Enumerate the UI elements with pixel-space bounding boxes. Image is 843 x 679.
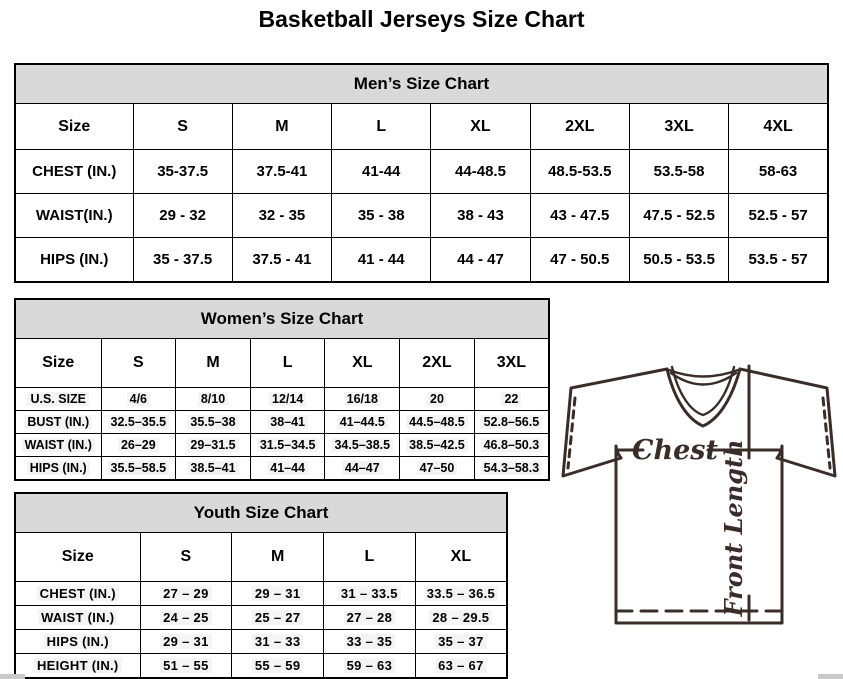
row-label xyxy=(15,388,101,411)
table-cell xyxy=(176,388,251,411)
jersey-back-collar-arc-1 xyxy=(669,370,738,377)
table-cell xyxy=(400,457,475,481)
row-label-text: BUST (IN.) xyxy=(24,415,92,429)
cell-value: 44–47 xyxy=(342,461,383,475)
section-header: Men’s Size Chart xyxy=(15,64,828,104)
table-row xyxy=(15,150,828,194)
cell-value: 51 – 55 xyxy=(160,658,211,673)
table-cell xyxy=(629,150,728,194)
table-cell xyxy=(232,582,324,606)
table-cell xyxy=(474,434,549,457)
table-cell xyxy=(176,411,251,434)
table-row xyxy=(15,388,549,411)
cell-value: 54.3–58.3 xyxy=(481,461,543,475)
section-header-row xyxy=(15,64,828,104)
cell-value: 46.8–50.3 xyxy=(481,438,543,452)
table-body xyxy=(15,388,549,481)
table-cell xyxy=(250,411,325,434)
size-col-header: 4XL xyxy=(729,104,828,150)
table-row xyxy=(15,411,549,434)
mens-size-chart-table xyxy=(14,63,829,283)
table-row xyxy=(15,238,828,283)
table-cell xyxy=(232,630,324,654)
cell-value: 41 - 44 xyxy=(357,251,405,268)
section-header: Women’s Size Chart xyxy=(15,299,549,339)
table-row xyxy=(15,457,549,481)
row-label-text: HIPS (IN.) xyxy=(27,461,90,475)
row-label xyxy=(15,238,133,283)
section-header: Youth Size Chart xyxy=(15,493,507,533)
table-cell xyxy=(629,194,728,238)
table-cell xyxy=(325,388,400,411)
cell-value: 50.5 - 53.5 xyxy=(643,251,715,268)
table-body xyxy=(15,150,828,283)
row-label-text: HIPS (IN.) xyxy=(44,634,112,649)
table-cell xyxy=(250,434,325,457)
row-label-text: WAIST(IN.) xyxy=(35,207,113,224)
cell-value: 44.5–48.5 xyxy=(406,415,468,429)
row-label-text: WAIST (IN.) xyxy=(22,438,95,452)
table-cell xyxy=(232,606,324,630)
cell-value: 53.5-58 xyxy=(653,163,705,180)
table-cell xyxy=(232,654,324,679)
cell-value: 44 - 47 xyxy=(457,251,504,268)
cell-value: 31 – 33.5 xyxy=(338,586,401,601)
cell-value: 31.5–34.5 xyxy=(257,438,319,452)
cell-value: 37.5-41 xyxy=(256,163,308,180)
cell-value: 31 – 33 xyxy=(252,634,303,649)
table-cell xyxy=(325,434,400,457)
cell-value: 38.5–41 xyxy=(187,461,238,475)
chest-label: Chest xyxy=(632,435,718,466)
row-label xyxy=(15,411,101,434)
table-cell xyxy=(101,411,176,434)
youth-size-chart-table xyxy=(14,492,508,679)
cell-value: 25 – 27 xyxy=(252,610,303,625)
size-col-header: 3XL xyxy=(629,104,728,150)
cell-value: 38 - 43 xyxy=(457,207,504,224)
table-cell xyxy=(530,150,629,194)
size-col-header: XL xyxy=(431,104,530,150)
size-header-row xyxy=(15,104,828,150)
cell-value: 27 – 29 xyxy=(160,586,211,601)
cell-value: 12/14 xyxy=(269,392,306,406)
table-row xyxy=(15,654,507,679)
table-cell xyxy=(530,194,629,238)
size-col-header: S xyxy=(133,104,232,150)
size-col-header: XL xyxy=(325,339,400,388)
cell-value: 38.5–42.5 xyxy=(406,438,468,452)
cell-value: 35.5–38 xyxy=(187,415,238,429)
size-col-header: 2XL xyxy=(400,339,475,388)
table-cell xyxy=(250,457,325,481)
cell-value: 29–31.5 xyxy=(187,438,238,452)
cell-value: 59 – 63 xyxy=(344,658,395,673)
size-label: Size xyxy=(15,104,133,150)
size-col-header: L xyxy=(250,339,325,388)
front-length-label: Front Length xyxy=(719,439,748,617)
cell-value: 32 - 35 xyxy=(258,207,306,224)
table-cell xyxy=(140,582,232,606)
cell-value: 29 - 32 xyxy=(159,207,206,224)
cell-value: 41–44 xyxy=(267,461,308,475)
table-cell xyxy=(324,582,416,606)
cell-value: 52.5 - 57 xyxy=(748,207,808,224)
table-cell xyxy=(332,150,431,194)
cell-value: 47–50 xyxy=(417,461,458,475)
cell-value: 26–29 xyxy=(118,438,159,452)
cell-value: 41-44 xyxy=(362,163,401,180)
size-col-header: XL xyxy=(415,533,507,582)
row-label xyxy=(15,434,101,457)
row-label xyxy=(15,606,140,630)
size-col-header: 3XL xyxy=(474,339,549,388)
table-cell xyxy=(474,388,549,411)
cell-value: 37.5 - 41 xyxy=(252,251,312,268)
cell-value: 24 – 25 xyxy=(160,610,211,625)
row-label-text: CHEST (IN.) xyxy=(37,586,119,601)
cell-value: 41–44.5 xyxy=(337,415,388,429)
cell-value: 33 – 35 xyxy=(344,634,395,649)
row-label-text: WAIST (IN.) xyxy=(38,610,117,625)
row-label xyxy=(15,582,140,606)
row-label xyxy=(15,194,133,238)
cell-value: 29 – 31 xyxy=(160,634,211,649)
table-cell xyxy=(474,457,549,481)
cell-value: 22 xyxy=(501,392,521,406)
size-col-header: M xyxy=(232,104,331,150)
table-cell xyxy=(232,238,331,283)
cell-value: 16/18 xyxy=(344,392,381,406)
horizontal-scrollbar-thumb[interactable] xyxy=(0,674,25,679)
table-cell xyxy=(176,457,251,481)
cell-value: 35 – 37 xyxy=(435,634,486,649)
cell-value: 8/10 xyxy=(198,392,228,406)
jersey-right-shoulder-line xyxy=(740,369,835,476)
table-cell xyxy=(325,457,400,481)
jersey-diagram-svg xyxy=(558,358,842,630)
section-header-row xyxy=(15,493,507,533)
table-cell xyxy=(140,630,232,654)
table-cell xyxy=(133,150,232,194)
table-body xyxy=(15,582,507,679)
size-label: Size xyxy=(15,533,140,582)
cell-value: 29 – 31 xyxy=(252,586,303,601)
table-cell xyxy=(324,606,416,630)
table-cell xyxy=(431,194,530,238)
row-label-text: U.S. SIZE xyxy=(27,392,89,406)
table-cell xyxy=(400,434,475,457)
size-col-header: L xyxy=(324,533,416,582)
size-label: Size xyxy=(15,339,101,388)
table-row xyxy=(15,582,507,606)
table-cell xyxy=(729,150,828,194)
row-label-text: HIPS (IN.) xyxy=(40,251,109,268)
table-cell xyxy=(415,630,507,654)
table-cell xyxy=(332,238,431,283)
cell-value: 43 - 47.5 xyxy=(550,207,610,224)
cell-value: 35 - 38 xyxy=(357,207,405,224)
table-cell xyxy=(133,194,232,238)
cell-value: 38–41 xyxy=(267,415,308,429)
cell-value: 35.5–58.5 xyxy=(108,461,170,475)
size-col-header: M xyxy=(176,339,251,388)
size-col-header: M xyxy=(232,533,324,582)
table-cell xyxy=(140,606,232,630)
table-cell xyxy=(101,457,176,481)
size-col-header: 2XL xyxy=(530,104,629,150)
cell-value: 35 - 37.5 xyxy=(153,251,213,268)
table-cell xyxy=(415,582,507,606)
table-cell xyxy=(431,150,530,194)
cell-value: 58-63 xyxy=(758,163,798,180)
cell-value: 55 – 59 xyxy=(252,658,303,673)
table-cell xyxy=(474,411,549,434)
table-row xyxy=(15,630,507,654)
table-cell xyxy=(415,606,507,630)
table-cell xyxy=(400,388,475,411)
row-label xyxy=(15,630,140,654)
table-cell xyxy=(729,238,828,283)
cell-value: 34.5–38.5 xyxy=(331,438,393,452)
size-header-row xyxy=(15,533,507,582)
table-cell xyxy=(530,238,629,283)
table-cell xyxy=(431,238,530,283)
cell-value: 53.5 - 57 xyxy=(748,251,808,268)
table-cell xyxy=(325,411,400,434)
cell-value: 63 – 67 xyxy=(435,658,486,673)
row-label-text: HEIGHT (IN.) xyxy=(34,658,122,673)
table-cell xyxy=(232,150,331,194)
table-cell xyxy=(324,654,416,679)
table-cell xyxy=(140,654,232,679)
section-header-row xyxy=(15,299,549,339)
page-title: Basketball Jerseys Size Chart xyxy=(258,6,585,32)
table-cell xyxy=(400,411,475,434)
cell-value: 44-48.5 xyxy=(455,163,506,180)
size-col-header: S xyxy=(101,339,176,388)
table-cell xyxy=(101,388,176,411)
table-cell xyxy=(101,434,176,457)
cell-value: 48.5-53.5 xyxy=(548,163,612,180)
cell-value: 35-37.5 xyxy=(157,163,209,180)
cell-value: 4/6 xyxy=(127,392,150,406)
table-row xyxy=(15,606,507,630)
cell-value: 28 – 29.5 xyxy=(429,610,492,625)
table-cell xyxy=(415,654,507,679)
table-cell xyxy=(232,194,331,238)
table-cell xyxy=(133,238,232,283)
horizontal-scrollbar-fragment[interactable] xyxy=(818,674,843,679)
row-label xyxy=(15,457,101,481)
cell-value: 47.5 - 52.5 xyxy=(643,207,715,224)
row-label xyxy=(15,654,140,679)
table-row xyxy=(15,434,549,457)
table-cell xyxy=(176,434,251,457)
table-cell xyxy=(324,630,416,654)
cell-value: 32.5–35.5 xyxy=(108,415,170,429)
table-cell xyxy=(250,388,325,411)
jersey-measurement-diagram xyxy=(558,358,842,630)
cell-value: 27 – 28 xyxy=(344,610,395,625)
row-label xyxy=(15,150,133,194)
table-row xyxy=(15,194,828,238)
table-cell xyxy=(629,238,728,283)
cell-value: 20 xyxy=(427,392,447,406)
cell-value: 52.8–56.5 xyxy=(481,415,543,429)
table-cell xyxy=(729,194,828,238)
size-col-header: S xyxy=(140,533,232,582)
womens-size-chart-table xyxy=(14,298,550,481)
cell-value: 33.5 – 36.5 xyxy=(424,586,498,601)
size-header-row xyxy=(15,339,549,388)
row-label-text: CHEST (IN.) xyxy=(32,163,117,180)
cell-value: 47 - 50.5 xyxy=(550,251,610,268)
jersey-body-outline xyxy=(616,446,782,623)
size-col-header: L xyxy=(332,104,431,150)
table-cell xyxy=(332,194,431,238)
